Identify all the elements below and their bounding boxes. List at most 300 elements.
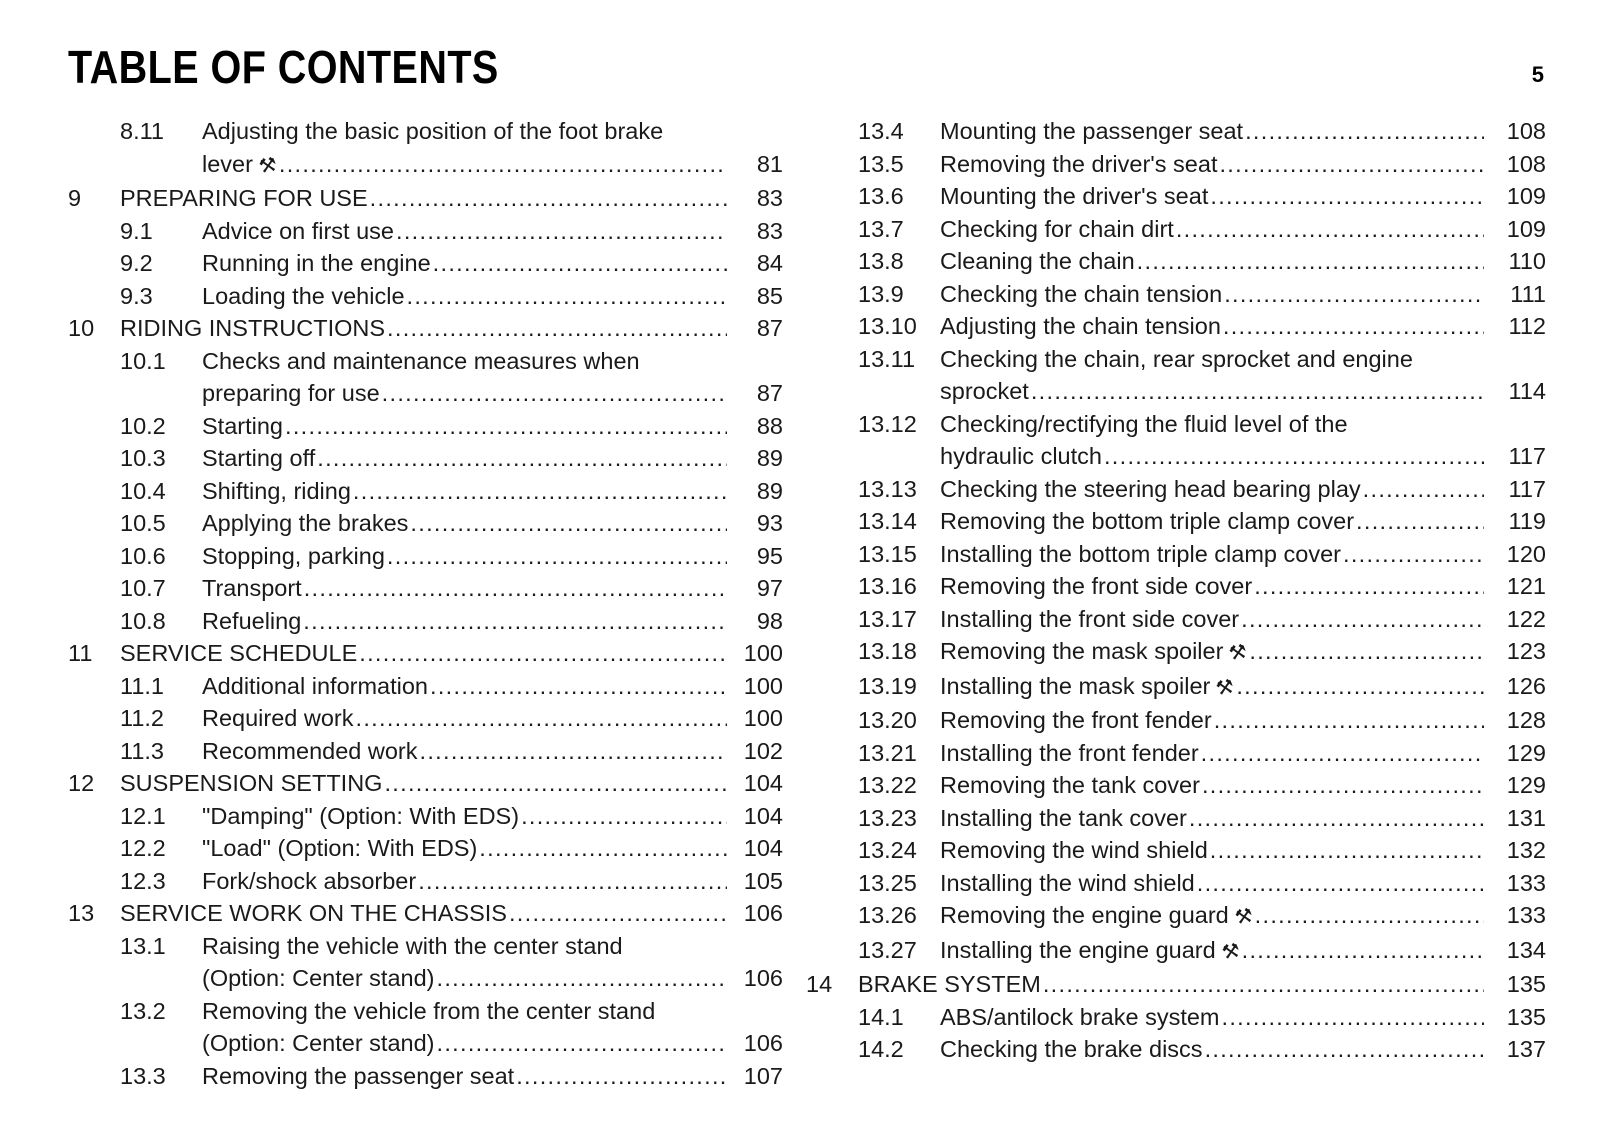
title-wrap	[202, 410, 731, 443]
page-ref[interactable]: 114	[1508, 378, 1546, 404]
section-title: Checking the chain tension	[940, 280, 1223, 307]
page-ref[interactable]: 104	[743, 802, 783, 829]
page-ref[interactable]: 102	[743, 737, 783, 764]
section-title-continued: lever	[202, 150, 253, 177]
toc-section[interactable]	[68, 280, 783, 313]
title-wrap	[202, 832, 731, 865]
page-ref[interactable]: 104	[743, 770, 783, 796]
page-ref[interactable]: 93	[756, 510, 783, 536]
section-title: Starting	[202, 412, 283, 439]
section-title: Installing the bottom triple clamp cover	[940, 540, 1341, 567]
leader-dots	[396, 215, 727, 248]
title-wrap	[940, 538, 1488, 571]
title-wrap	[202, 962, 731, 995]
toc-section[interactable]	[806, 180, 1546, 213]
page-ref[interactable]: 128	[1506, 707, 1546, 733]
section-title: Removing the front side cover	[940, 573, 1253, 599]
page-number: 5	[1531, 62, 1544, 87]
wrench-icon: ⚒	[1219, 939, 1242, 964]
toc-section[interactable]	[806, 245, 1546, 278]
page-ref[interactable]: 109	[1506, 215, 1546, 242]
title-wrap	[940, 148, 1488, 181]
toc-chapter[interactable]	[68, 182, 783, 215]
section-number: 13.17	[858, 605, 917, 632]
section-number: 9.3	[120, 282, 153, 309]
toc-entry-line	[806, 704, 1546, 737]
toc-section[interactable]	[806, 867, 1546, 900]
toc-chapter[interactable]	[68, 897, 783, 930]
page-ref[interactable]: 106	[743, 1030, 783, 1056]
toc-section[interactable]	[806, 505, 1546, 538]
toc-section[interactable]	[68, 995, 783, 1060]
title-wrap	[202, 670, 731, 703]
section-title: Removing the bottom triple clamp cover	[940, 508, 1355, 534]
title-wrap	[202, 800, 731, 833]
leader-dots	[384, 767, 727, 800]
title-wrap	[940, 245, 1488, 278]
toc-entry-line	[806, 538, 1546, 571]
section-title-continued: hydraulic clutch	[940, 443, 1102, 469]
page-ref[interactable]: 129	[1506, 772, 1546, 798]
page-ref[interactable]: 85	[756, 282, 783, 309]
leader-dots	[1363, 473, 1484, 506]
toc-section[interactable]	[806, 213, 1546, 246]
page-ref[interactable]: 100	[743, 705, 783, 731]
toc-section[interactable]	[806, 473, 1546, 506]
title-wrap	[940, 473, 1488, 506]
section-title: Loading the vehicle	[202, 282, 405, 309]
section-title: Checking the chain, rear sprocket and engine	[940, 345, 1413, 372]
toc-section[interactable]	[806, 408, 1546, 473]
page-ref[interactable]: 110	[1508, 248, 1546, 274]
section-number: 14.1	[858, 1003, 904, 1030]
toc-section[interactable]	[68, 247, 783, 280]
toc-entry-line	[68, 507, 783, 540]
section-number: 12.1	[120, 802, 166, 829]
leader-dots	[1245, 115, 1484, 148]
section-title: SERVICE SCHEDULE	[120, 640, 358, 666]
toc-entry-line	[806, 867, 1546, 900]
page-ref[interactable]: 131	[1506, 804, 1546, 831]
page-ref[interactable]: 100	[743, 640, 783, 666]
section-title: Installing the mask spoiler	[940, 672, 1211, 699]
section-number: 13.14	[858, 508, 917, 534]
page-ref[interactable]: 137	[1506, 1036, 1546, 1062]
title-wrap	[940, 180, 1488, 213]
title-wrap	[940, 802, 1488, 835]
section-title: Removing the engine guard	[940, 902, 1229, 928]
section-number: 13.8	[858, 248, 904, 274]
section-title: Cleaning the chain	[940, 248, 1135, 274]
title-wrap	[940, 570, 1488, 603]
toc-left-column	[68, 115, 783, 1092]
page-ref[interactable]: 89	[756, 477, 783, 504]
section-number: 13.9	[858, 280, 904, 307]
section-title: Removing the front fender	[940, 707, 1212, 733]
toc-section[interactable]	[68, 442, 783, 475]
toc-section[interactable]	[68, 475, 783, 508]
page-title: TABLE OF CONTENTS	[68, 41, 499, 93]
section-number: 12	[68, 770, 95, 796]
page-ref[interactable]: 122	[1506, 605, 1546, 632]
page-ref[interactable]: 106	[743, 900, 783, 926]
title-wrap	[940, 440, 1488, 473]
title-wrap	[940, 310, 1488, 343]
section-title-continued: (Option: Center stand)	[202, 965, 435, 991]
toc-entry-continuation	[202, 377, 783, 410]
leader-dots	[407, 280, 727, 313]
title-wrap	[940, 213, 1488, 246]
toc-entry-line	[68, 865, 783, 898]
section-number: 13.1	[120, 932, 166, 959]
leader-dots	[437, 962, 728, 995]
section-title: Running in the engine	[202, 250, 431, 276]
title-wrap	[940, 375, 1488, 408]
toc-chapter[interactable]	[806, 968, 1546, 1001]
page-ref[interactable]: 123	[1506, 638, 1546, 664]
toc-section[interactable]	[806, 635, 1546, 670]
title-wrap	[858, 968, 1488, 1001]
page-ref[interactable]: 106	[743, 965, 783, 991]
leader-dots	[1031, 375, 1484, 408]
leader-dots	[1197, 867, 1484, 900]
section-title: "Damping" (Option: With EDS)	[202, 802, 520, 829]
toc-entry-line	[68, 1060, 783, 1093]
toc-section[interactable]	[806, 570, 1546, 603]
toc-section[interactable]	[806, 834, 1546, 867]
page-ref[interactable]: 133	[1506, 902, 1546, 928]
toc-entry-continuation	[940, 375, 1546, 408]
toc-section[interactable]	[68, 1060, 783, 1093]
toc-entry-line	[806, 1001, 1546, 1034]
toc-entry-line	[806, 473, 1546, 506]
toc-entry-line	[806, 245, 1546, 278]
toc-section[interactable]	[806, 899, 1546, 934]
section-number: 13.11	[858, 345, 916, 372]
section-title: Installing the front side cover	[940, 605, 1240, 632]
toc-entry-line	[806, 505, 1546, 538]
toc-section[interactable]	[68, 345, 783, 410]
leader-dots	[285, 410, 727, 443]
page-ref[interactable]: 126	[1506, 672, 1546, 699]
toc-entry-line	[806, 603, 1546, 636]
toc-entry-line	[68, 247, 783, 280]
section-title: Checking for chain dirt	[940, 215, 1174, 242]
toc-section[interactable]	[68, 540, 783, 573]
toc-entry-line	[806, 180, 1546, 213]
section-number: 10.5	[120, 510, 166, 536]
page-ref[interactable]: 121	[1506, 573, 1546, 599]
title-wrap	[940, 834, 1488, 867]
section-title: Installing the tank cover	[940, 804, 1187, 831]
section-number: 14.2	[858, 1036, 904, 1062]
page-ref[interactable]: 134	[1506, 936, 1546, 963]
section-number: 10.6	[120, 542, 166, 569]
toc-entry-line	[68, 540, 783, 573]
toc-entry-first-line	[806, 343, 1546, 376]
title-wrap	[940, 737, 1488, 770]
toc-entry-line	[806, 737, 1546, 770]
section-title: Installing the engine guard	[940, 936, 1216, 963]
toc-entry-line	[806, 310, 1546, 343]
toc-entry-first-line	[68, 930, 783, 963]
toc-section[interactable]	[806, 1033, 1546, 1066]
page-ref[interactable]: 108	[1506, 150, 1546, 177]
page-ref[interactable]: 129	[1506, 739, 1546, 766]
toc-section[interactable]	[68, 800, 783, 833]
section-title: Removing the tank cover	[940, 772, 1200, 798]
section-number: 9	[68, 185, 82, 211]
title-wrap	[202, 247, 731, 280]
toc-section[interactable]	[806, 802, 1546, 835]
page-ref[interactable]: 98	[756, 607, 783, 634]
page-ref[interactable]: 81	[756, 150, 783, 177]
section-title-continued: sprocket	[940, 378, 1029, 404]
page-ref[interactable]: 135	[1506, 1003, 1546, 1030]
section-number: 13.18	[858, 638, 917, 664]
title-wrap	[202, 572, 731, 605]
toc-section[interactable]	[68, 735, 783, 768]
section-title: Stopping, parking	[202, 542, 385, 569]
toc-section[interactable]	[68, 605, 783, 638]
leader-dots	[1210, 180, 1484, 213]
title-wrap	[202, 1027, 731, 1060]
section-title: Required work	[202, 705, 354, 731]
leader-dots	[1241, 603, 1484, 636]
toc-chapter[interactable]	[68, 637, 783, 670]
title-wrap	[940, 635, 1488, 670]
toc-entry-line	[68, 442, 783, 475]
toc-section[interactable]	[806, 603, 1546, 636]
toc-section[interactable]	[806, 1001, 1546, 1034]
toc-section[interactable]	[68, 865, 783, 898]
toc-chapter[interactable]	[68, 767, 783, 800]
section-number: 13	[68, 900, 95, 926]
wrench-icon: ⚒	[1227, 640, 1250, 666]
toc-section[interactable]	[806, 670, 1546, 705]
toc-chapter[interactable]	[68, 312, 783, 345]
page-ref[interactable]: 133	[1506, 869, 1546, 896]
section-title: BRAKE SYSTEM	[858, 971, 1041, 997]
section-number: 13.26	[858, 902, 917, 928]
page-ref[interactable]: 107	[743, 1062, 783, 1089]
toc-section[interactable]	[806, 538, 1546, 571]
toc-section[interactable]	[806, 704, 1546, 737]
leader-dots	[1224, 278, 1484, 311]
toc-entry-line	[68, 832, 783, 865]
page-ref[interactable]: 83	[756, 217, 783, 244]
toc-section[interactable]	[68, 572, 783, 605]
title-wrap	[202, 280, 731, 313]
leader-dots	[353, 475, 727, 508]
page-ref[interactable]: 87	[756, 380, 783, 406]
toc-entry-line	[806, 635, 1546, 670]
toc-entry-line	[806, 899, 1546, 934]
title-wrap	[940, 704, 1488, 737]
toc-section[interactable]	[806, 769, 1546, 802]
section-title: Removing the driver's seat	[940, 150, 1218, 177]
toc-entry-line	[806, 802, 1546, 835]
page-ref[interactable]: 111	[1510, 280, 1546, 307]
leader-dots	[1254, 570, 1484, 603]
section-title: SERVICE WORK ON THE CHASSIS	[120, 900, 507, 926]
title-wrap	[202, 442, 731, 475]
page-ref[interactable]: 120	[1506, 540, 1546, 567]
section-number: 10.8	[120, 607, 166, 634]
section-number: 13.19	[858, 672, 917, 699]
section-title-continued: preparing for use	[202, 380, 380, 406]
page-ref[interactable]: 88	[756, 412, 783, 439]
title-wrap	[202, 702, 731, 735]
section-number: 13.7	[858, 215, 904, 242]
title-wrap	[940, 899, 1488, 934]
title-wrap	[940, 769, 1488, 802]
section-number: 10	[68, 315, 95, 341]
toc-entry-continuation	[202, 148, 783, 183]
toc-section[interactable]	[68, 930, 783, 995]
section-number: 13.3	[120, 1062, 166, 1089]
page-ref[interactable]: 87	[756, 315, 783, 341]
toc-entry-line	[806, 769, 1546, 802]
toc-section[interactable]	[806, 934, 1546, 969]
title-wrap	[940, 1001, 1488, 1034]
page-ref[interactable]: 89	[756, 445, 783, 471]
title-wrap	[202, 507, 731, 540]
toc-entry-line	[806, 570, 1546, 603]
wrench-icon: ⚒	[257, 153, 279, 178]
title-wrap	[120, 312, 731, 345]
page-ref[interactable]: 117	[1508, 443, 1546, 469]
section-number: 13.2	[120, 997, 166, 1024]
page-ref[interactable]: 112	[1508, 313, 1546, 339]
leader-dots	[1202, 769, 1484, 802]
leader-dots	[1043, 968, 1484, 1001]
section-title: Transport	[202, 575, 302, 601]
section-number: 11	[68, 640, 93, 666]
toc-entry-line	[68, 897, 783, 930]
section-title: Shifting, riding	[202, 477, 351, 504]
toc-section[interactable]	[68, 215, 783, 248]
leader-dots	[420, 735, 727, 768]
toc-entry-first-line	[68, 115, 783, 148]
toc-entry-line	[68, 572, 783, 605]
title-wrap	[202, 605, 731, 638]
leader-dots	[387, 540, 727, 573]
page-ref[interactable]: 109	[1506, 183, 1546, 209]
page-ref[interactable]: 84	[756, 250, 783, 276]
leader-dots	[1189, 802, 1484, 835]
leader-dots	[1176, 213, 1484, 246]
section-number: 9.1	[120, 217, 153, 244]
section-number: 14	[806, 971, 833, 997]
leader-dots	[1249, 635, 1484, 668]
section-number: 10.2	[120, 412, 166, 439]
leader-dots	[304, 572, 727, 605]
page-ref[interactable]: 97	[756, 575, 783, 601]
section-number: 13.22	[858, 772, 917, 798]
page-ref[interactable]: 119	[1508, 508, 1546, 534]
page-ref[interactable]: 104	[743, 835, 783, 861]
page-ref[interactable]: 117	[1508, 475, 1546, 502]
section-number: 13.5	[858, 150, 904, 177]
toc-section[interactable]	[68, 670, 783, 703]
section-title: Recommended work	[202, 737, 418, 764]
section-title: Removing the vehicle from the center stand	[202, 997, 656, 1024]
toc-section[interactable]	[806, 148, 1546, 181]
toc-entry-line	[806, 1033, 1546, 1066]
section-title: SUSPENSION SETTING	[120, 770, 383, 796]
leader-dots	[387, 312, 727, 345]
section-title: Checks and maintenance measures when	[202, 347, 640, 374]
title-wrap	[202, 735, 731, 768]
toc-entry-line	[806, 670, 1546, 705]
toc-entry-continuation	[202, 962, 783, 995]
section-number: 13.15	[858, 540, 917, 567]
section-title: Applying the brakes	[202, 510, 409, 536]
leader-dots	[382, 377, 727, 410]
title-wrap	[120, 897, 731, 930]
toc-section[interactable]	[806, 343, 1546, 408]
toc-section[interactable]	[68, 702, 783, 735]
section-number: 12.3	[120, 867, 166, 894]
section-number: 13.10	[858, 313, 917, 339]
title-wrap	[120, 767, 731, 800]
page-ref[interactable]: 105	[743, 867, 783, 894]
leader-dots	[1104, 440, 1484, 473]
toc-section[interactable]	[806, 737, 1546, 770]
leader-dots	[433, 247, 727, 280]
section-title: Removing the wind shield	[940, 837, 1208, 863]
section-title: ABS/antilock brake system	[940, 1003, 1220, 1030]
title-wrap	[120, 182, 731, 215]
section-number: 10.4	[120, 477, 166, 504]
title-wrap	[940, 1033, 1488, 1066]
toc-entry-line	[68, 767, 783, 800]
title-wrap	[120, 637, 731, 670]
page-ref[interactable]: 83	[756, 185, 783, 211]
title-wrap	[940, 670, 1488, 705]
page-ref[interactable]: 135	[1506, 971, 1546, 997]
toc-section[interactable]	[68, 832, 783, 865]
page-ref[interactable]: 108	[1506, 118, 1546, 144]
section-number: 13.21	[858, 739, 917, 766]
toc-section[interactable]	[806, 278, 1546, 311]
title-wrap	[202, 1060, 731, 1093]
toc-section[interactable]	[68, 410, 783, 443]
page-ref[interactable]: 95	[756, 542, 783, 569]
toc-section[interactable]	[806, 115, 1546, 148]
toc-entry-line	[68, 637, 783, 670]
page-ref[interactable]: 100	[743, 672, 783, 699]
toc-entry-line	[68, 280, 783, 313]
toc-entry-line	[68, 215, 783, 248]
leader-dots	[1242, 934, 1484, 967]
section-title: Adjusting the basic position of the foot brake	[202, 118, 664, 144]
toc-entry-line	[806, 834, 1546, 867]
toc-section[interactable]	[68, 115, 783, 182]
section-number: 12.2	[120, 835, 166, 861]
section-title: Advice on first use	[202, 217, 395, 244]
toc-entry-line	[68, 475, 783, 508]
toc-section[interactable]	[68, 507, 783, 540]
leader-dots	[1210, 834, 1484, 867]
toc-section[interactable]	[806, 310, 1546, 343]
leader-dots	[1222, 1001, 1485, 1034]
section-title: Removing the mask spoiler	[940, 638, 1224, 664]
section-title: Fork/shock absorber	[202, 867, 417, 894]
page-ref[interactable]: 132	[1506, 837, 1546, 863]
section-title: Mounting the driver's seat	[940, 183, 1209, 209]
